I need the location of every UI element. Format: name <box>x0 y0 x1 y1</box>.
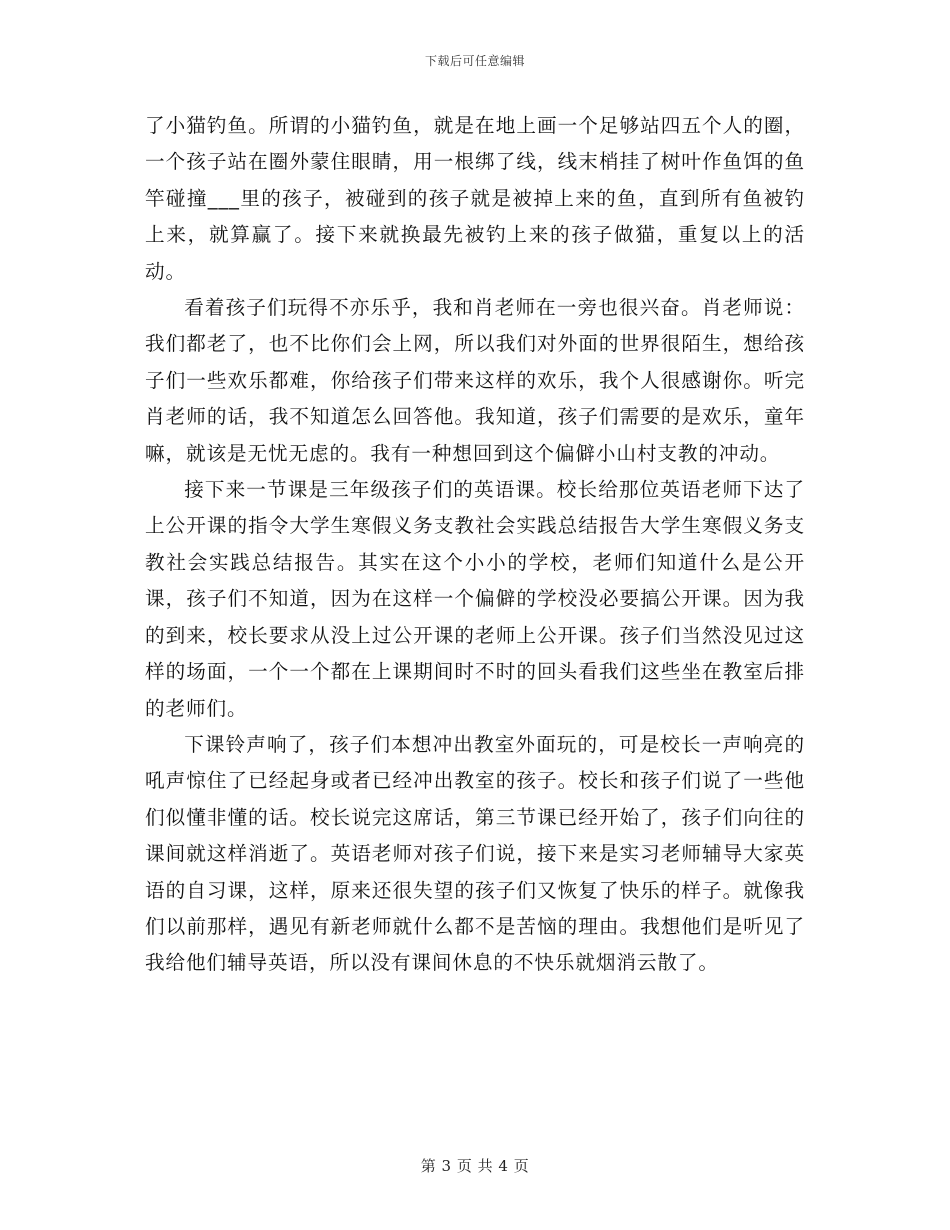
document-body <box>145 108 805 982</box>
paragraph-4: 下课铃声响了，孩子们本想冲出教室外面玩的，可是校长一声响亮的吼声惊住了已经起身或者已经冲出教室的孩子。校长和孩子们说了一些他们似懂非懂的话。校长说完这席话，第三节课已经开始了，孩子们向往的课间就这样消逝了。英语老师对孩子们说，接下来是实习老师辅导大家英语的自习课，这样，原来还很失望的孩子们又恢复了快乐的样子。就像我们以前那样，遇见有新老师就什么都不是苦恼的理由。我想他们是听见了我给他们辅导英语，所以没有课间休息的不快乐就烟消云散了。 <box>145 732 805 975</box>
paragraph-2: 看着孩子们玩得不亦乐乎，我和肖老师在一旁也很兴奋。肖老师说：我们都老了，也不比你们会上网，所以我们对外面的世界很陌生，想给孩子们一些欢乐都难，你给孩子们带来这样的欢乐，我个人很感谢你。听完肖老师的话，我不知道怎么回答他。我知道，孩子们需要的是欢乐，童年嘛，就该是无忧无虑的。我有一种想回到这个偏僻小山村支教的冲动。 <box>145 296 805 465</box>
paragraph-1: 了小猫钓鱼。所谓的小猫钓鱼，就是在地上画一个足够站四五个人的圈，一个孩子站在圈外蒙住眼睛，用一根绑了线，线末梢挂了树叶作鱼饵的鱼竿碰撞___里的孩子，被碰到的孩子就是被掉上来的鱼，直到所有鱼被钓上来，就算赢了。接下来就换最先被钓上来的孩子做猫，重复以上的活动。 <box>145 114 805 283</box>
page-number: 第 3 页 共 4 页 <box>420 1157 530 1175</box>
header-note: 下载后可任意编辑 <box>424 54 525 68</box>
paragraph-3: 接下来一节课是三年级孩子们的英语课。校长给那位英语老师下达了上公开课的指令大学生寒假义务支教社会实践总结报告大学生寒假义务支教社会实践总结报告。其实在这个小小的学校，老师们知道什么是公开课，孩子们不知道，因为在这样一个偏僻的学校没必要搞公开课。因为我的到来，校长要求从没上过公开课的老师上公开课。孩子们当然没见过这样的场面，一个一个都在上课期间时不时的回头看我们这些坐在教室后排的老师们。 <box>145 478 805 720</box>
